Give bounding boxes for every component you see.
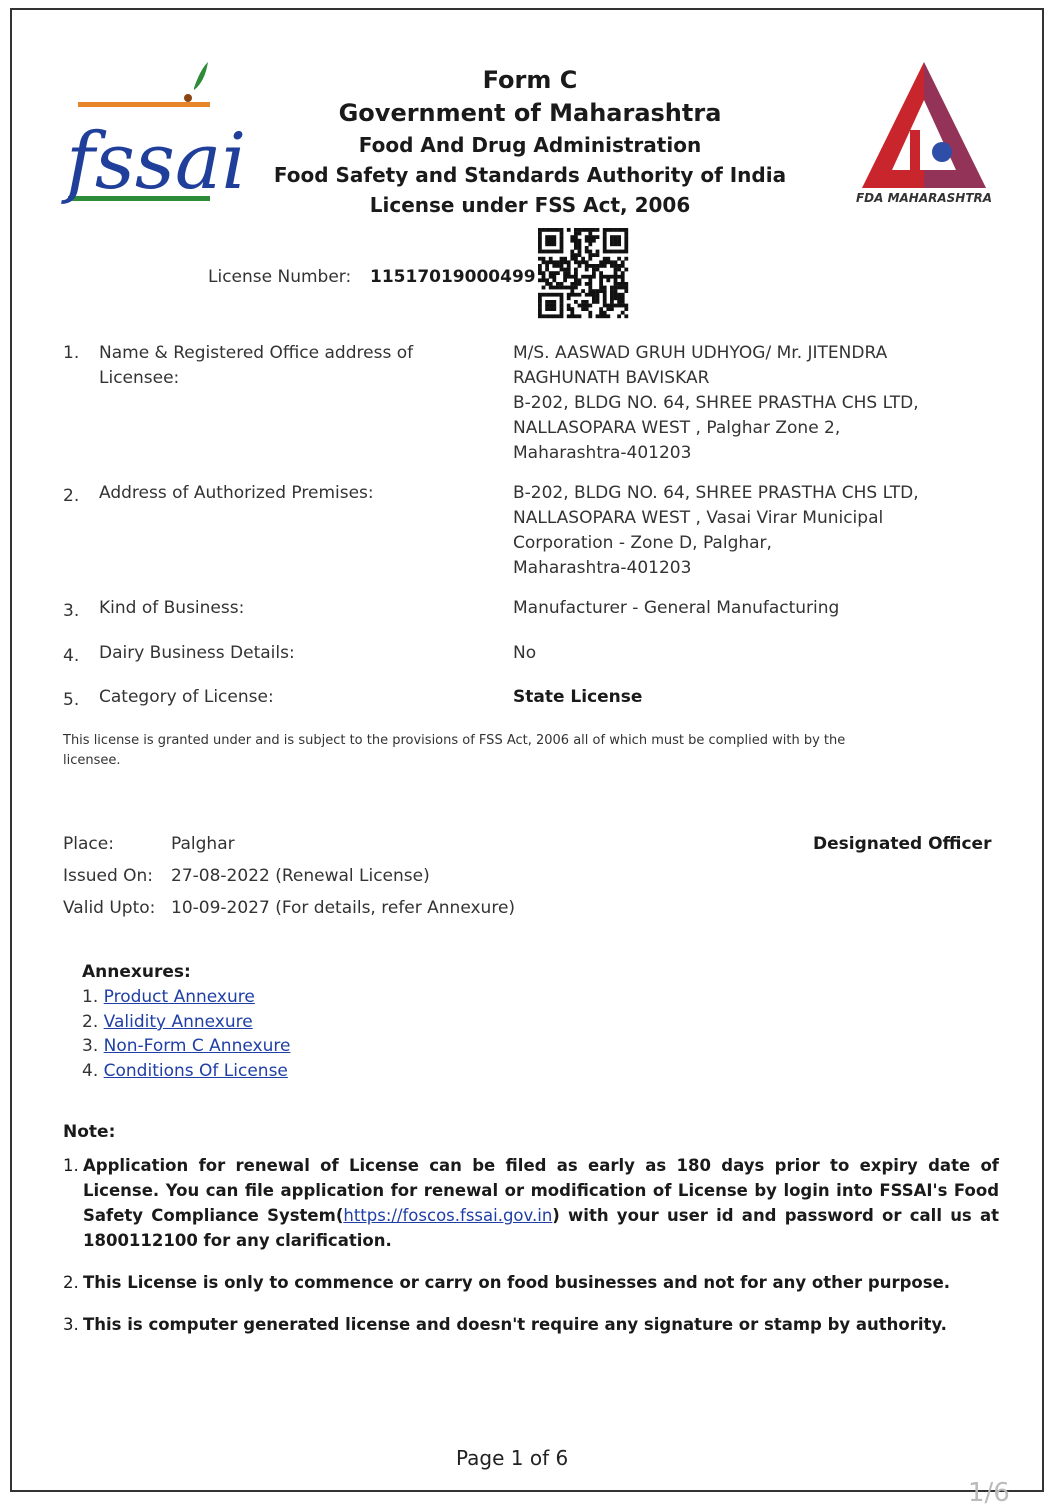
detail-number: 1. — [63, 343, 80, 363]
note-item: 3. This is computer generated license and doesn't require any signature or stamp by authority. — [63, 1315, 947, 1334]
valid-upto-label: Valid Upto: — [63, 898, 156, 918]
page-indicator: Page 1 of 6 — [456, 1446, 569, 1470]
disclaimer: This license is granted under and is subject to the provisions of FSS Act, 2006 all of which must be complied with by the licensee. — [63, 733, 846, 768]
registered-office-label: Name & Registered Office address of Licensee: — [99, 343, 414, 388]
note-item: 2. This License is only to commence or carry on food businesses and not for any other purpose. — [63, 1273, 951, 1292]
conditions-of-license-link[interactable]: Conditions Of License — [103, 1061, 288, 1081]
fssai-logo-text: fssai — [66, 117, 247, 207]
business-kind-label: Kind of Business: — [99, 598, 245, 618]
dairy-details-value: No — [513, 643, 537, 663]
fda-logo-text: FDA MAHARASHTRA — [855, 191, 993, 205]
page-corner-indicator: 1/6 — [968, 1478, 1010, 1508]
license-category-label: Category of License: — [99, 687, 274, 707]
license-category-value: State License — [513, 687, 643, 707]
detail-number: 4. — [63, 646, 80, 666]
issued-on-value: 27-08-2022 (Renewal License) — [171, 866, 430, 886]
annexure-item: 3. Non-Form C Annexure — [82, 1036, 291, 1056]
issued-on-label: Issued On: — [63, 866, 154, 886]
fssai-logo — [60, 60, 247, 210]
non-form-c-annexure-link[interactable]: Non-Form C Annexure — [103, 1036, 291, 1056]
fda-maharashtra-logo — [855, 60, 993, 208]
qr-code — [538, 228, 628, 318]
act-title: License under FSS Act, 2006 — [369, 193, 691, 217]
premises-label: Address of Authorized Premises: — [99, 483, 374, 503]
annexure-item: 4. Conditions Of License — [82, 1061, 288, 1081]
note-title: Note: — [63, 1122, 116, 1142]
detail-number: 5. — [63, 690, 80, 710]
annexure-item: 1. Product Annexure — [82, 987, 255, 1007]
designated-officer: Designated Officer — [813, 834, 992, 854]
detail-number: 3. — [63, 601, 80, 621]
place-value: Palghar — [171, 834, 235, 854]
detail-number: 2. — [63, 486, 80, 506]
business-kind-value: Manufacturer - General Manufacturing — [513, 598, 840, 618]
form-title: Form C — [482, 66, 578, 94]
registered-office-value: M/S. AASWAD GRUH UDHYOG/ Mr. JITENDRA RAGHUNATH BAVISKAR B-202, BLDG NO. 64, SHREE PRASTHA CHS LTD, NALLASOPARA WEST , Palghar Zone 2, Maharashtra-401203 — [513, 343, 919, 463]
authority-title: Food Safety and Standards Authority of India — [273, 163, 787, 187]
government-title: Government of Maharashtra — [338, 99, 722, 127]
dairy-details-label: Dairy Business Details: — [99, 643, 295, 663]
department-title: Food And Drug Administration — [358, 133, 702, 157]
foscos-link[interactable]: https://foscos.fssai.gov.in — [343, 1206, 553, 1225]
premises-value: B-202, BLDG NO. 64, SHREE PRASTHA CHS LTD, NALLASOPARA WEST , Vasai Virar Municipal Corporation - Zone D, Palghar, Maharashtra-401203 — [513, 483, 919, 578]
valid-upto-value: 10-09-2027 (For details, refer Annexure) — [171, 898, 516, 918]
validity-annexure-link[interactable]: Validity Annexure — [103, 1012, 253, 1032]
place-label: Place: — [63, 834, 114, 854]
annexures-title: Annexures: — [82, 962, 191, 982]
license-number: 11517019000499 — [370, 267, 536, 287]
annexure-item: 2. Validity Annexure — [82, 1012, 253, 1032]
product-annexure-link[interactable]: Product Annexure — [103, 987, 255, 1007]
license-number-label: License Number: — [208, 267, 352, 287]
note-item: 1. Application for renewal of License can be filed as early as 180 days prior to expiry date of License. You can file application for renewal or modification of License by login into FSSAI's Food Safety Compliance System(https://foscos.fssai.gov.in) with your user id and password or call us at 1800112100 for any clarification. — [63, 1156, 999, 1250]
